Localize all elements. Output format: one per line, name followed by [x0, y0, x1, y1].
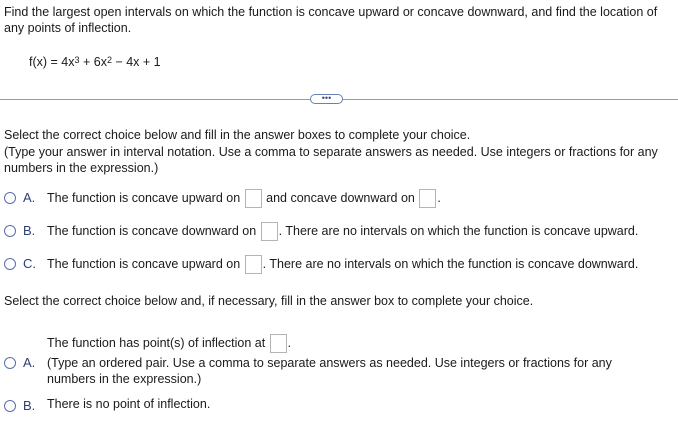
- choice-1c-text: The function is concave upward on: [47, 256, 241, 271]
- choice-1c-radio[interactable]: [4, 258, 16, 270]
- choice-2a-radio[interactable]: [4, 357, 16, 369]
- choice-1b-radio[interactable]: [4, 225, 16, 237]
- function-exponent-3: 3: [74, 55, 80, 65]
- choice-1b-text: The function is concave downward on: [47, 223, 257, 238]
- function-expression: [29, 55, 161, 69]
- choice-1b-letter: B.: [23, 223, 36, 238]
- choice-1c-text2: . There are no intervals on which the function is concave downward.: [262, 256, 639, 271]
- choice-1a-text2: and concave downward on: [266, 190, 415, 205]
- choice-1c-letter: C.: [23, 256, 36, 271]
- question-prompt: Find the largest open intervals on which the function is concave upward or concave downward, and find the location of any points of inflection.: [4, 5, 658, 35]
- choice-1a-row: [47, 189, 441, 208]
- function-mid: + 6x: [79, 55, 107, 69]
- choice-1a-text: The function is concave upward on: [47, 190, 241, 205]
- concave-upward-only-answer-box[interactable]: [245, 255, 262, 274]
- inflection-point-answer-box[interactable]: [270, 334, 287, 353]
- choice-1a-period: .: [437, 190, 441, 205]
- choice-1b-row: [47, 222, 638, 241]
- choice-1a-letter: A.: [23, 190, 36, 205]
- concave-downward-answer-box[interactable]: [419, 189, 436, 208]
- function-exponent-2: 2: [106, 55, 112, 65]
- choice-1b-text2: . There are no intervals on which the function is concave upward.: [278, 223, 639, 238]
- function-prefix: f(x) = 4x: [29, 55, 75, 69]
- choice-2a-letter: A.: [23, 355, 36, 370]
- choice-2b-text: There is no point of inflection.: [47, 397, 211, 411]
- choice-1a-radio[interactable]: [4, 192, 16, 204]
- choice-2a-row: [47, 334, 291, 353]
- part1-note: (Type your answer in interval notation. Use a comma to separate answers as needed. Use integers or fractions for any numbers in the expression.): [4, 145, 658, 175]
- function-suffix: − 4x + 1: [111, 55, 161, 69]
- concave-downward-only-answer-box[interactable]: [261, 222, 278, 241]
- part1-instruction: Select the correct choice below and fill in the answer boxes to complete your choice.: [4, 128, 471, 142]
- part2-instruction: Select the correct choice below and, if necessary, fill in the answer box to complete your choice.: [4, 294, 534, 308]
- choice-2a-text: The function has point(s) of inflection at: [47, 335, 266, 350]
- choice-2a-note: (Type an ordered pair. Use a comma to separate answers as needed. Use integers or fractions for any numbers in the expression.): [47, 356, 612, 386]
- choice-2b-radio[interactable]: [4, 400, 16, 412]
- choice-1c-row: [47, 255, 638, 274]
- choice-2b-letter: B.: [23, 398, 36, 413]
- concave-upward-answer-box[interactable]: [245, 189, 262, 208]
- more-options-button[interactable]: •••: [310, 94, 343, 104]
- choice-2a-period: .: [287, 335, 292, 350]
